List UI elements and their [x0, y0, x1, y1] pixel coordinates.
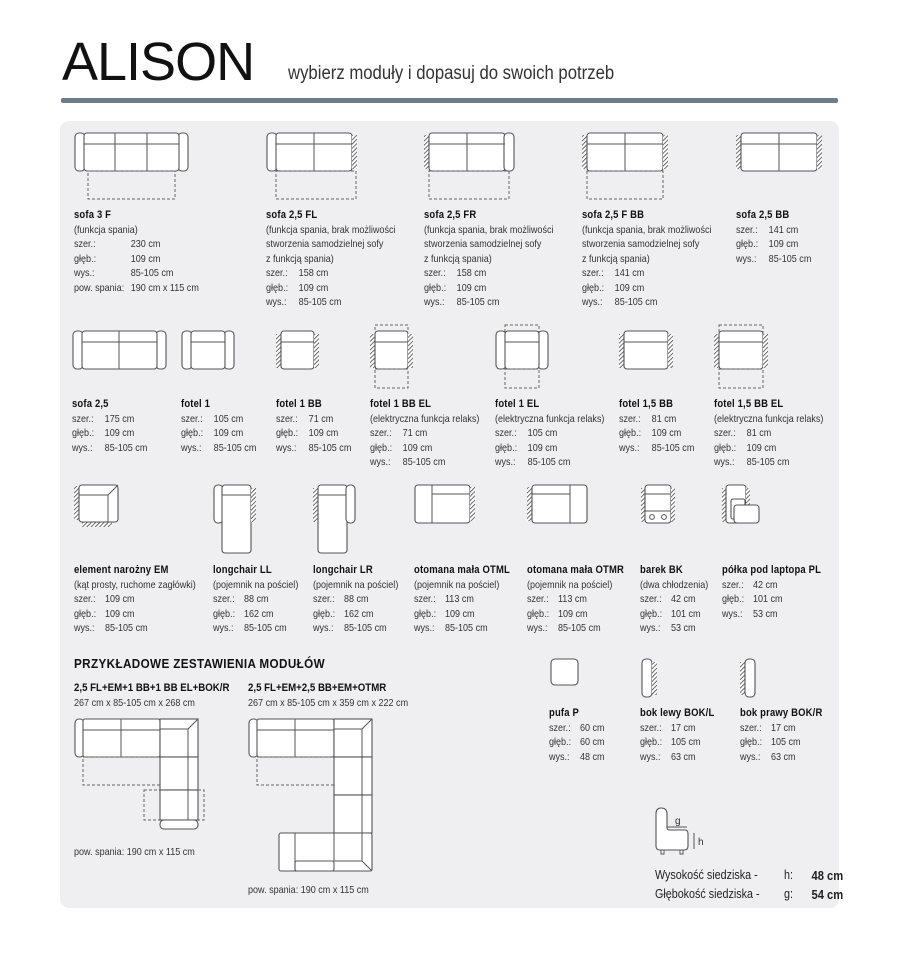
module-bar-bk: barek BK (dwa chłodzenia) szer.: 42 cm głęb.: 101 cm wys.: 53 cm: [640, 564, 709, 634]
tagline: wybierz moduły i dopasuj do swoich potrzeb: [288, 63, 615, 84]
g-label: g: [675, 816, 681, 827]
seat-depth-value: 54 cm: [811, 887, 844, 902]
ottoman-right-icon: [527, 484, 593, 526]
brand-title: ALISON: [62, 32, 255, 92]
example-1-sleep: pow. spania: 190 cm x 115 cm: [74, 846, 195, 858]
laptop-shelf-icon: [722, 484, 762, 528]
module-sofa-2-5: sofa 2,5 szer.: 175 cm głęb.: 109 cm wys.: 85-105 cm: [72, 398, 148, 454]
module-fotel-1-bb-el: fotel 1 BB EL (elektryczna funkcja relaks) szer.: 71 cm głęb.: 109 cm wys.: 85-105 cm: [370, 398, 480, 468]
sofa-2-5-no-arms-sleep-icon: [582, 132, 674, 202]
pouf-icon: [550, 658, 580, 688]
side-left-icon: [641, 658, 661, 702]
sofa-2-5-no-arms-icon: [736, 132, 828, 176]
module-sofa-3-f: sofa 3 F (funkcja spania) szer.: 230 cm głęb.: 109 cm wys.: 85-105 cm pow. spania: 190 cm x 115 cm: [74, 209, 199, 294]
examples-title: PRZYKŁADOWE ZESTAWIENIA MODUŁÓW: [74, 656, 326, 671]
module-sofa-2-5-fr: sofa 2,5 FR (funkcja spania, brak możliwości stworzenia samodzielnej sofy z funkcją spania) szer.: 158 cm głęb.: 109 cm wys.: 85-105 cm: [424, 209, 554, 308]
armchair-relax-icon: [495, 324, 551, 394]
h-label: h: [698, 837, 704, 848]
sofa-2-5-right-icon: [424, 132, 516, 202]
example-1-dims: 267 cm x 85-105 cm x 268 cm: [74, 697, 195, 709]
bar-icon: [641, 484, 681, 528]
armchair-no-arms-relax-icon: [370, 324, 416, 394]
example-2-layout-icon: [248, 718, 378, 880]
module-fotel-1-bb: fotel 1 BB szer.: 71 cm głęb.: 109 cm wys.: 85-105 cm: [276, 398, 352, 454]
armchair-1-5-relax-icon: [714, 324, 770, 394]
longchair-left-icon: [213, 484, 259, 556]
ottoman-left-icon: [414, 484, 480, 526]
seat-profile-icon: [654, 806, 714, 862]
module-longchair-ll: longchair LL (pojemnik na pościel) szer.: 88 cm głęb.: 162 cm wys.: 85-105 cm: [213, 564, 299, 634]
corner-element-icon: [74, 484, 120, 530]
armchair-icon: [181, 330, 237, 372]
seat-height-value: 48 cm: [811, 868, 844, 883]
longchair-right-icon: [313, 484, 359, 556]
module-ottoman-otmr: otomana mała OTMR (pojemnik na pościel) szer.: 113 cm głęb.: 109 cm wys.: 85-105 cm: [527, 564, 625, 634]
module-sofa-2-5-f-bb: sofa 2,5 F BB (funkcja spania, brak możliwości stworzenia samodzielnej sofy z funkcją spania) szer.: 141 cm głęb.: 109 cm wys.: 85-105 cm: [582, 209, 712, 308]
armchair-no-arms-icon: [276, 330, 322, 372]
seat-dimensions: Wysokość siedziska - h: 48 cm Głębokość siedziska - g: 54 cm: [655, 868, 844, 902]
module-ottoman-otml: otomana mała OTML (pojemnik na pościel) szer.: 113 cm głęb.: 109 cm wys.: 85-105 cm: [414, 564, 510, 634]
sofa-2-5-left-icon: [266, 132, 358, 202]
module-corner-em: element narożny EM (kąt prosty, ruchome zagłówki) szer.: 109 cm głęb.: 109 cm wys.: 85-105 cm: [74, 564, 196, 634]
module-sofa-2-5-bb: sofa 2,5 BB szer.: 141 cm głęb.: 109 cm wys.: 85-105 cm: [736, 209, 812, 265]
sofa-2-5-icon: [72, 330, 168, 372]
example-2-sleep: pow. spania: 190 cm x 115 cm: [248, 884, 369, 896]
example-1-title: 2,5 FL+EM+1 BB+1 BB EL+BOK/R: [74, 682, 230, 694]
module-laptop-shelf-pl: półka pod laptopa PL szer.: 42 cm głęb.: 101 cm wys.: 53 cm: [722, 564, 822, 620]
module-longchair-lr: longchair LR (pojemnik na pościel) szer.: 88 cm głęb.: 162 cm wys.: 85-105 cm: [313, 564, 399, 634]
module-side-right-bok-r: bok prawy BOK/R szer.: 17 cm głęb.: 105 cm wys.: 63 cm: [740, 707, 823, 763]
example-2-title: 2,5 FL+EM+2,5 BB+EM+OTMR: [248, 682, 387, 694]
example-2-dims: 267 cm x 85-105 cm x 359 cm x 222 cm: [248, 697, 409, 709]
module-sofa-2-5-fl: sofa 2,5 FL (funkcja spania, brak możliwości stworzenia samodzielnej sofy z funkcją spania) szer.: 158 cm głęb.: 109 cm wys.: 85-105 cm: [266, 209, 396, 308]
sofa-3-sleep-icon: [74, 132, 190, 184]
module-fotel-1-5-bb: fotel 1,5 BB szer.: 81 cm głęb.: 109 cm wys.: 85-105 cm: [619, 398, 695, 454]
module-fotel-1-el: fotel 1 EL (elektryczna funkcja relaks) szer.: 105 cm głęb.: 109 cm wys.: 85-105 cm: [495, 398, 605, 468]
module-pouf-p: pufa P szer.: 60 cm głęb.: 60 cm wys.: 48 cm: [549, 707, 605, 763]
module-fotel-1: fotel 1 szer.: 105 cm głęb.: 109 cm wys.: 85-105 cm: [181, 398, 257, 454]
side-right-icon: [740, 658, 760, 702]
armchair-1-5-no-arms-icon: [619, 330, 675, 372]
example-1-layout-icon: [74, 718, 210, 834]
module-side-left-bok-l: bok lewy BOK/L szer.: 17 cm głęb.: 105 cm wys.: 63 cm: [640, 707, 715, 763]
module-fotel-1-5-bb-el: fotel 1,5 BB EL (elektryczna funkcja relaks) szer.: 81 cm głęb.: 109 cm wys.: 85-105 cm: [714, 398, 824, 468]
header-divider: [61, 98, 838, 103]
